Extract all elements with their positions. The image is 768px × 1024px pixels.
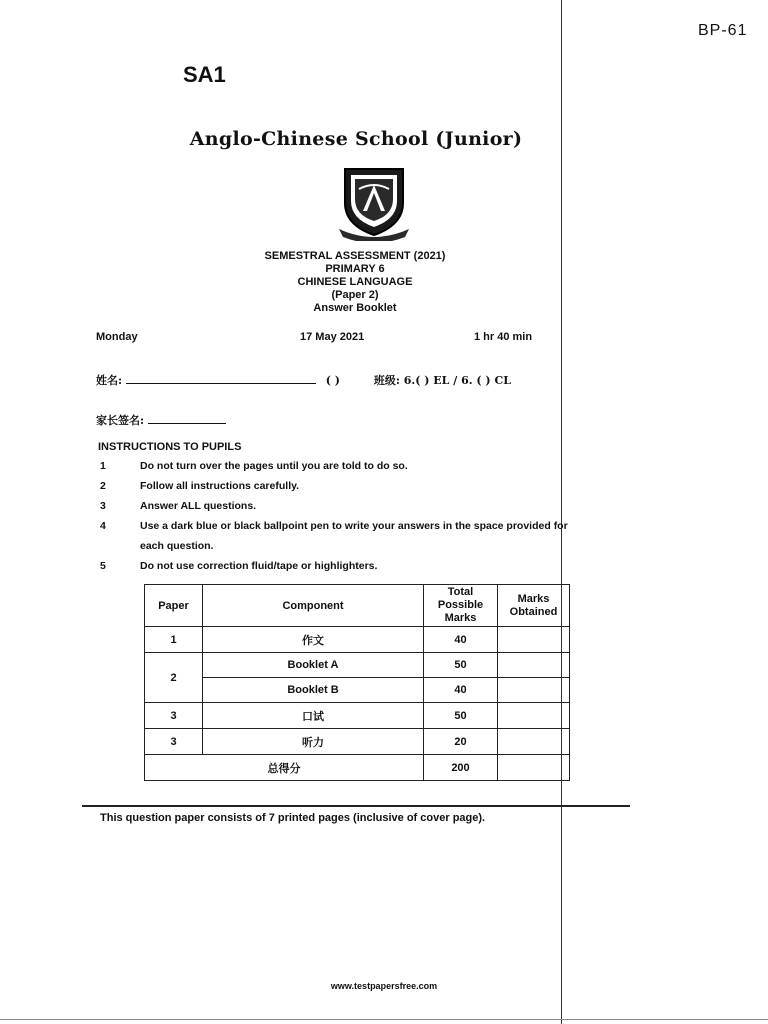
cell-paper: 1 [145, 627, 203, 653]
table-row [145, 729, 570, 755]
name-label: 姓名: [96, 374, 123, 387]
school-name: Anglo-Chinese School (Junior) [189, 128, 523, 150]
class-label: 班级: 6.( ) EL / 6. ( ) CL [373, 374, 511, 387]
instruction-item [98, 520, 638, 540]
header-paper: Paper [145, 585, 203, 627]
instructions-heading: INSTRUCTIONS TO PUPILS [98, 441, 242, 453]
cell-obtained[interactable] [498, 729, 570, 755]
cell-marks: 50 [424, 703, 498, 729]
cell-paper: 3 [145, 703, 203, 729]
cell-component: 口试 [203, 703, 424, 729]
instruction-text: Do not use correction fluid/tape or highlighters. [140, 560, 378, 572]
cell-component: Booklet B [203, 678, 424, 703]
cell-total-marks: 200 [424, 755, 498, 781]
header-total [424, 585, 498, 627]
instruction-number: 1 [100, 460, 106, 472]
header-total-line: Marks [444, 612, 477, 624]
title-line: Answer Booklet [313, 302, 397, 314]
guardian-signature-line[interactable] [148, 413, 226, 424]
header-total-line: Possible [437, 599, 484, 611]
title-line: SEMESTRAL ASSESSMENT (2021) [264, 250, 446, 262]
instruction-text: each question. [140, 540, 214, 552]
table-row [145, 678, 570, 703]
instruction-number: 5 [100, 560, 106, 572]
header-total-line: Total [447, 586, 474, 598]
cell-component: Booklet A [203, 653, 424, 678]
cell-obtained[interactable] [498, 703, 570, 729]
instructions-list [98, 460, 638, 580]
name-line[interactable] [126, 373, 316, 384]
cell-component: 听力 [203, 729, 424, 755]
table-header-row [145, 585, 570, 627]
instruction-item [98, 540, 638, 560]
cell-marks: 40 [424, 627, 498, 653]
title-line: PRIMARY 6 [325, 263, 385, 275]
table-total-row [145, 755, 570, 781]
exam-duration: 1 hr 40 min [474, 331, 533, 343]
table-row [145, 703, 570, 729]
cell-obtained[interactable] [498, 678, 570, 703]
footer-url: www.testpapersfree.com [330, 981, 438, 991]
divider [82, 805, 630, 807]
table-row [145, 627, 570, 653]
cell-marks: 40 [424, 678, 498, 703]
header-obtained [498, 585, 570, 627]
title-block [180, 250, 530, 315]
instruction-item [98, 500, 638, 520]
table-row [145, 653, 570, 678]
instruction-number: 3 [100, 500, 106, 512]
cell-paper: 3 [145, 729, 203, 755]
cell-marks: 20 [424, 729, 498, 755]
page-code: BP-61 [698, 22, 748, 39]
header-obtained-line: Marks [517, 592, 550, 605]
title-line: (Paper 2) [331, 289, 379, 301]
bottom-divider [0, 1019, 768, 1020]
cell-obtained[interactable] [498, 627, 570, 653]
instruction-text: Do not turn over the pages until you are told to do so. [140, 460, 408, 472]
cell-marks: 50 [424, 653, 498, 678]
marks-table [144, 584, 570, 781]
page-count-note: This question paper consists of 7 printed pages (inclusive of cover page). [100, 812, 486, 824]
instruction-number: 2 [100, 480, 106, 492]
cell-obtained[interactable] [498, 653, 570, 678]
assessment-tag: SA1 [183, 62, 226, 87]
cell-paper: 2 [145, 653, 203, 703]
instruction-item [98, 560, 638, 580]
instruction-text: Use a dark blue or black ballpoint pen to write your answers in the space provided for [140, 520, 568, 532]
header-component: Component [203, 585, 424, 627]
index-paren: ( ) [325, 374, 340, 387]
instruction-text: Answer ALL questions. [140, 500, 257, 512]
cell-total-obtained[interactable] [498, 755, 570, 781]
instruction-item [98, 480, 638, 500]
student-fields [96, 372, 511, 388]
cell-total-label: 总得分 [145, 755, 424, 781]
guardian-label: 家长签名: [96, 414, 145, 427]
cell-component: 作文 [203, 627, 424, 653]
exam-day: Monday [96, 331, 138, 343]
header-obtained-line: Obtained [509, 605, 558, 618]
title-line: CHINESE LANGUAGE [297, 276, 413, 288]
instruction-item [98, 460, 638, 480]
school-crest-icon [335, 163, 413, 241]
guardian-field [96, 412, 226, 428]
exam-date: 17 May 2021 [300, 331, 365, 343]
instruction-text: Follow all instructions carefully. [140, 480, 300, 492]
instruction-number: 4 [100, 520, 106, 532]
